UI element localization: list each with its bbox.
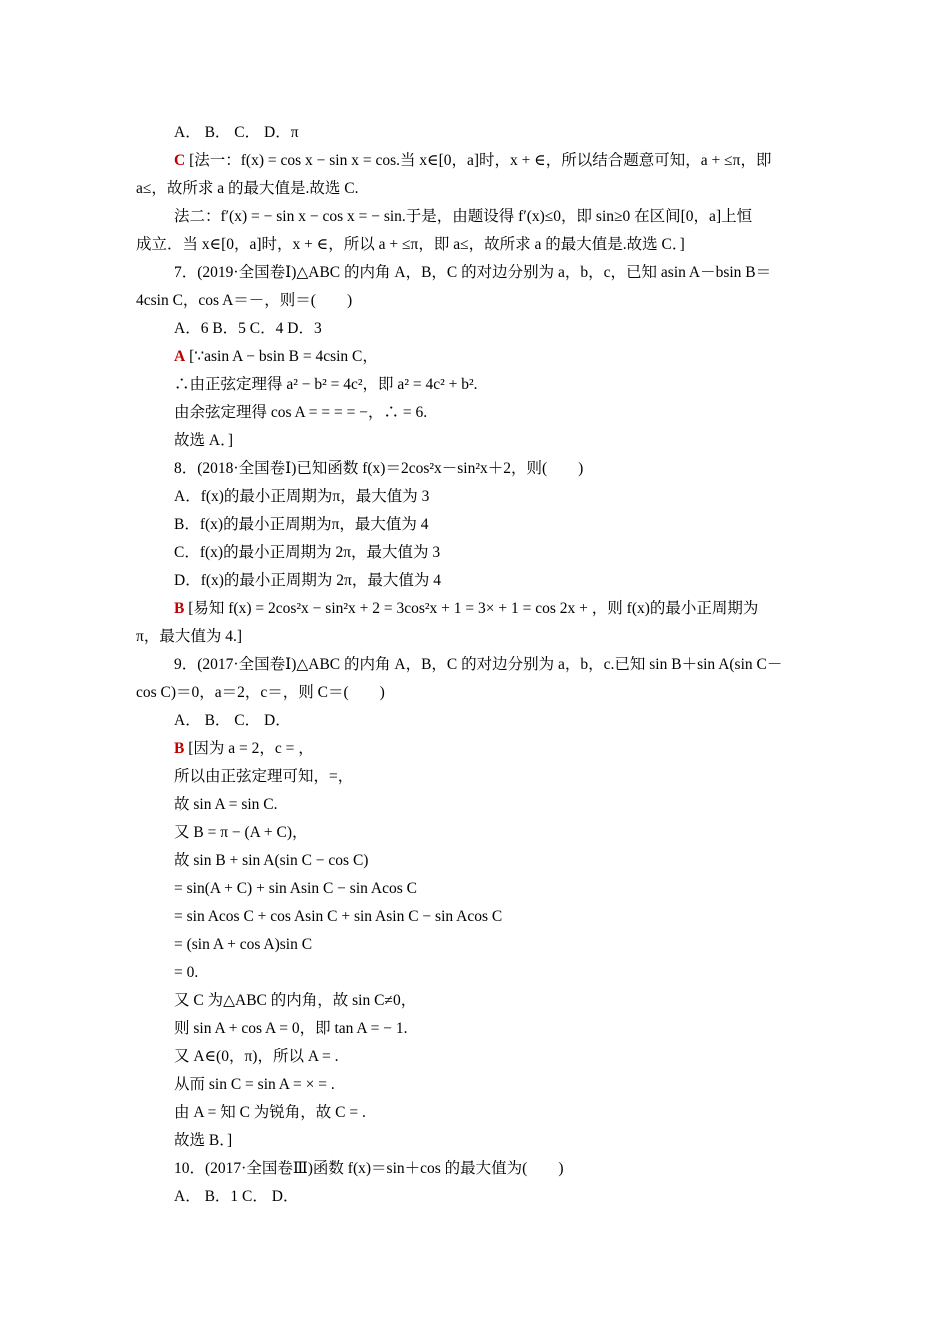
q9-solution-line: = sin Acos C + cos Asin C + sin Asin C − sin Acos C: [174, 908, 503, 925]
q6-answer: C [法一：f(x) = cos x − sin x = cos.当 x∈[0，a]时，x + ∈，所以结合题意可知，a + ≤π，即: [174, 152, 772, 169]
q7-stem: 7．(2019·全国卷Ⅰ)△ABC 的内角 A，B，C 的对边分别为 a，b，c，已知 asin A－bsin B＝: [174, 264, 772, 281]
q10-stem: 10．(2017·全国卷Ⅲ)函数 f(x)＝sin＋cos 的最大值为( ): [174, 1160, 564, 1177]
q9-stem-cont: cos C)＝0，a＝2，c＝，则 C＝( ): [136, 684, 385, 701]
q7-options: A．6 B．5 C．4 D．3: [174, 320, 322, 337]
q6-solution-method2: 法二：f′(x) = − sin x − cos x = − sin.于是，由题设得 f′(x)≤0，即 sin≥0 在区间[0，a]上恒: [174, 208, 753, 225]
q8-option-c: C．f(x)的最小正周期为 2π，最大值为 3: [174, 544, 441, 561]
q8-option-d: D．f(x)的最小正周期为 2π，最大值为 4: [174, 572, 442, 589]
q7-solution-line: 由余弦定理得 cos A = = = = −，∴ = 6.: [174, 404, 428, 421]
q7-solution-end: 故选 A．]: [174, 432, 233, 449]
q9-solution-line: 故 sin A = sin C.: [174, 796, 278, 813]
q10-options: A． B．1 C． D．: [174, 1188, 299, 1205]
q9-solution-line: = (sin A + cos A)sin C: [174, 936, 313, 953]
q9-solution-line: 从而 sin C = sin A = × = .: [174, 1076, 335, 1093]
q9-solution-end: 故选 B．]: [174, 1132, 233, 1149]
q9-solution-line: 故 sin B + sin A(sin C − cos C): [174, 852, 369, 869]
q9-options: A． B． C． D．: [174, 712, 291, 729]
q8-solution-line: π，最大值为 4.]: [136, 628, 242, 645]
q9-solution-line: 又 C 为△ABC 的内角，故 sin C≠0，: [174, 992, 417, 1009]
q6-solution-line: 成立．当 x∈[0，a]时，x + ∈，所以 a + ≤π，即 a≤，故所求 a 的最大值是.故选 C．]: [136, 236, 685, 253]
q8-answer: B [易知 f(x) = 2cos²x − sin²x + 2 = 3cos²x + 1 = 3× + 1 = cos 2x + ，则 f(x)的最小正周期为: [174, 600, 759, 617]
q9-solution-line: 由 A = 知 C 为锐角，故 C = .: [174, 1104, 366, 1121]
q9-solution-line: 则 sin A + cos A = 0，即 tan A = − 1.: [174, 1020, 408, 1037]
q9-solution-line: = 0.: [174, 964, 199, 981]
q6-options: A． B． C． D．π: [174, 124, 299, 141]
q9-answer: B [因为 a = 2，c = ，: [174, 740, 314, 757]
q9-solution-line: 又 A∈(0，π)，所以 A = .: [174, 1048, 339, 1065]
q9-solution-line: 又 B = π − (A + C)，: [174, 824, 308, 841]
q6-solution-line: a≤，故所求 a 的最大值是.故选 C.: [136, 180, 359, 197]
q8-option-b: B．f(x)的最小正周期为π，最大值为 4: [174, 516, 429, 533]
q9-solution-line: 所以由正弦定理可知，=，: [174, 768, 354, 785]
q7-stem-cont: 4csin C，cos A＝－，则＝( ): [136, 292, 353, 309]
q7-answer: A [∵asin A − bsin B = 4csin C，: [174, 348, 378, 365]
q7-solution-line: ∴由正弦定理得 a² − b² = 4c²，即 a² = 4c² + b².: [174, 376, 478, 393]
q8-stem: 8．(2018·全国卷Ⅰ)已知函数 f(x)＝2cos²x－sin²x＋2，则( ): [174, 460, 584, 477]
q9-stem: 9．(2017·全国卷Ⅰ)△ABC 的内角 A，B，C 的对边分别为 a，b，c.已知 sin B＋sin A(sin C－: [174, 656, 783, 673]
q8-option-a: A．f(x)的最小正周期为π，最大值为 3: [174, 488, 430, 505]
q9-solution-line: = sin(A + C) + sin Asin C − sin Acos C: [174, 880, 417, 897]
